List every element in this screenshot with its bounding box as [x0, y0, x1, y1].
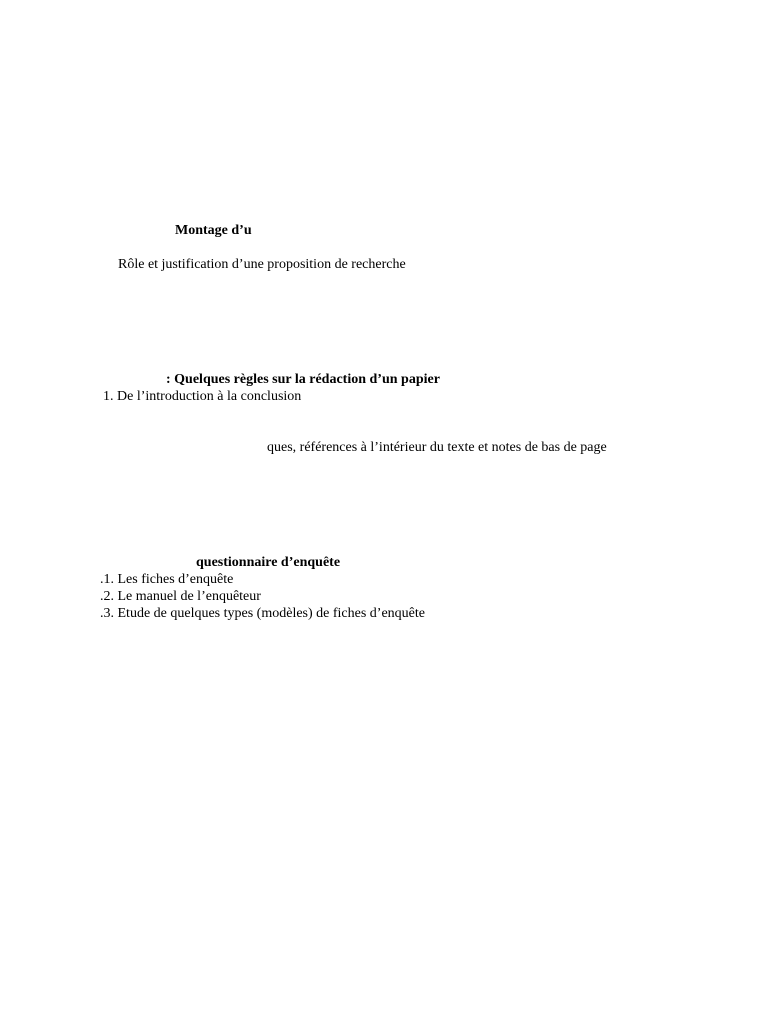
section2-item-fragment: ques, références à l’intérieur du texte et notes de bas de page: [267, 440, 607, 455]
section3-item-2: .2. Le manuel de l’enquêteur: [100, 589, 261, 604]
section3-item-1: .1. Les fiches d’enquête: [100, 572, 234, 587]
section1-line: Rôle et justification d’une proposition de recherche: [118, 257, 406, 272]
section1-heading: Montage d’u: [175, 223, 252, 238]
section3-heading: questionnaire d’enquête: [196, 555, 341, 570]
section2-heading: : Quelques règles sur la rédaction d’un papier: [166, 372, 440, 387]
section2-item-1: 1. De l’introduction à la conclusion: [103, 389, 302, 404]
section3-item-3: .3. Etude de quelques types (modèles) de fiches d’enquête: [100, 606, 426, 621]
